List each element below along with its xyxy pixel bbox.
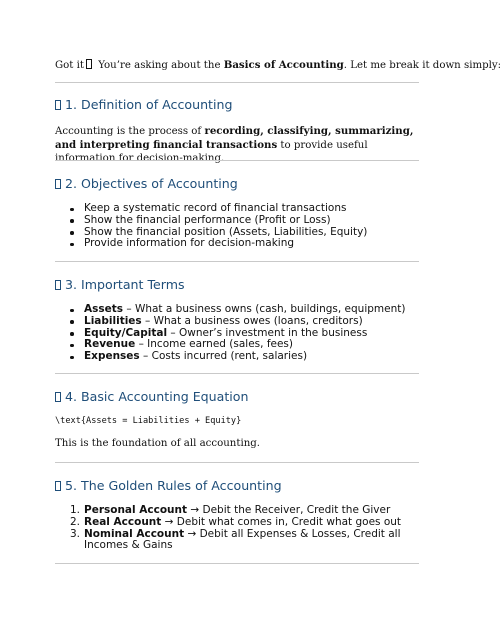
list-item bbox=[55, 351, 425, 363]
heading-text: 3. Important Terms bbox=[65, 277, 185, 292]
term-desc: – What a business owns (cash, buildings, equipment) bbox=[123, 303, 406, 315]
intro-line bbox=[55, 58, 501, 73]
missing-emoji-icon bbox=[55, 481, 61, 491]
intro-bold-topic: Basics of Accounting bbox=[223, 59, 344, 71]
section-heading-definition bbox=[55, 97, 232, 113]
missing-emoji-icon bbox=[86, 59, 92, 69]
term: Liabilities bbox=[84, 314, 142, 327]
heading-text: 1. Definition of Accounting bbox=[65, 97, 233, 112]
term: Equity/Capital bbox=[84, 326, 168, 339]
divider bbox=[55, 261, 419, 262]
term: Personal Account bbox=[84, 504, 188, 516]
section-heading-golden-rules bbox=[55, 478, 282, 494]
list-item bbox=[55, 529, 425, 553]
term-desc: – What a business owes (loans, creditors) bbox=[141, 314, 363, 327]
intro-text: You’re asking about the bbox=[94, 60, 224, 71]
missing-emoji-icon bbox=[55, 392, 61, 402]
divider bbox=[55, 373, 419, 374]
intro-suffix: . Let me break it down simply: bbox=[343, 60, 501, 71]
heading-text: 5. The Golden Rules of Accounting bbox=[65, 478, 282, 493]
section-heading-equation bbox=[55, 389, 248, 405]
term-desc: → Debit what comes in, Credit what goes out bbox=[161, 515, 402, 528]
divider bbox=[55, 462, 419, 463]
missing-emoji-icon bbox=[55, 179, 61, 189]
section-heading-terms bbox=[55, 277, 185, 293]
list-item: Show the financial performance (Profit or Loss) bbox=[55, 215, 425, 227]
list-item: Keep a systematic record of financial transactions bbox=[55, 203, 425, 215]
term-desc: – Costs incurred (rent, salaries) bbox=[139, 350, 308, 363]
term: Assets bbox=[84, 303, 124, 315]
item-number: 1. bbox=[70, 504, 81, 516]
term: Real Account bbox=[84, 515, 162, 528]
term: Nominal Account bbox=[84, 527, 185, 540]
para-text: Accounting is the process of bbox=[55, 126, 205, 137]
golden-rules-list bbox=[55, 505, 425, 552]
heading-text: 4. Basic Accounting Equation bbox=[65, 389, 249, 404]
term: Revenue bbox=[84, 338, 136, 351]
term-desc: – Owner’s investment in the business bbox=[167, 326, 368, 339]
term-desc: → Debit the Receiver, Credit the Giver bbox=[187, 504, 391, 516]
heading-text: 2. Objectives of Accounting bbox=[65, 176, 238, 191]
para-text: to provide useful information for decision-making. bbox=[55, 139, 368, 164]
section-heading-objectives bbox=[55, 176, 238, 192]
term-desc: → Debit all Expenses & Losses, Credit all Incomes & Gains bbox=[84, 527, 401, 552]
item-number: 3. bbox=[70, 527, 81, 540]
equation-note: This is the foundation of all accounting. bbox=[55, 438, 261, 449]
objectives-list bbox=[55, 203, 425, 250]
missing-emoji-icon bbox=[55, 280, 61, 290]
term-desc: – Income earned (sales, fees) bbox=[135, 338, 294, 351]
terms-list bbox=[55, 304, 425, 363]
divider bbox=[55, 160, 419, 161]
list-item: Provide information for decision-making bbox=[55, 238, 425, 250]
para-bold: recording, classifying, summarizing, and interpreting financial transactions bbox=[55, 125, 414, 151]
intro-prefix: Got it bbox=[55, 60, 84, 71]
term: Expenses bbox=[84, 350, 140, 363]
divider bbox=[55, 563, 419, 564]
equation-code: \text{Assets = Liabilities + Equity} bbox=[55, 416, 242, 426]
missing-emoji-icon bbox=[55, 100, 61, 110]
item-number: 2. bbox=[70, 515, 81, 528]
list-item: Show the financial position (Assets, Liabilities, Equity) bbox=[55, 227, 425, 239]
divider bbox=[55, 82, 419, 83]
